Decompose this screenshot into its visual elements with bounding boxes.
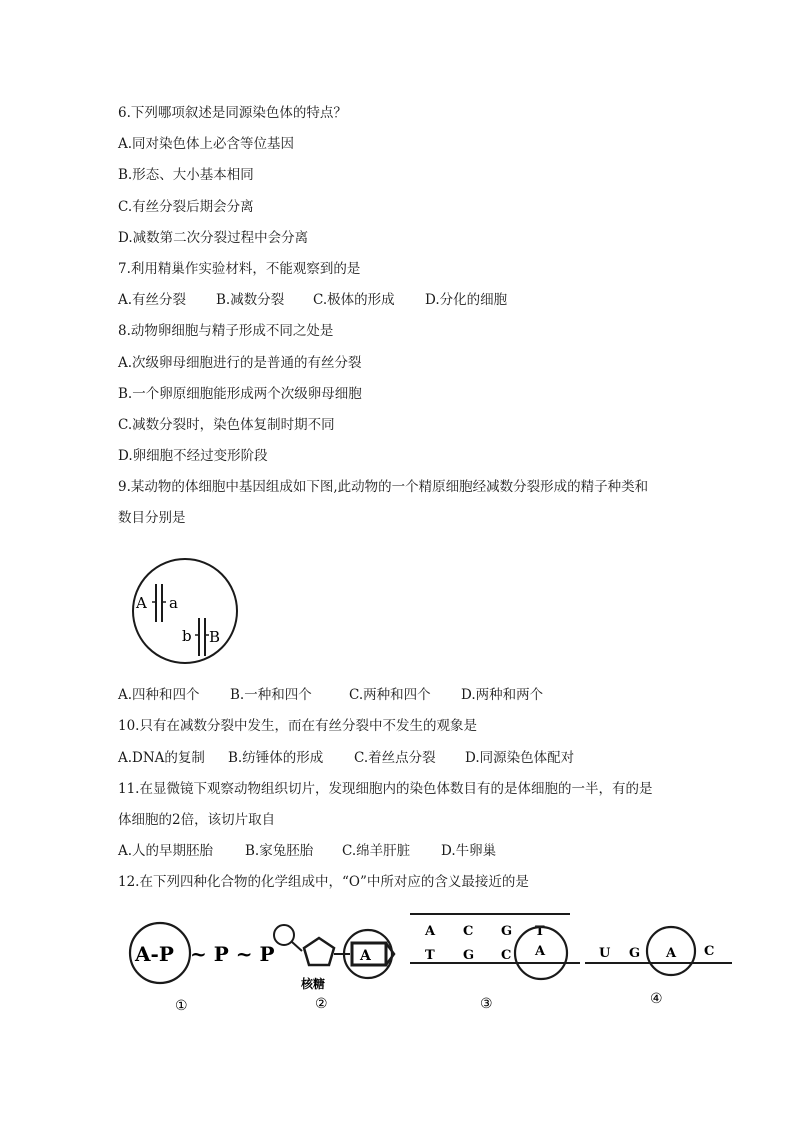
fig3-top-2: C: [463, 924, 474, 939]
fig2-ribose-label: 核糖: [301, 977, 326, 991]
q6-option-a: A.同对染色体上必含等位基因: [118, 136, 295, 152]
q11-option-c: C.绵羊肝脏: [342, 843, 411, 859]
q6-option-c: C.有丝分裂后期会分离: [118, 199, 254, 215]
q8-option-b: B.一个卵原细胞能形成两个次级卵母细胞: [118, 386, 362, 402]
fig3-top-4: T: [535, 924, 545, 939]
q9-stem-line2: 数目分别是: [118, 510, 186, 526]
fig4-letter-3: A: [666, 946, 677, 961]
fig3-bottom-2: G: [463, 948, 475, 963]
q10-option-d: D.同源染色体配对: [465, 750, 575, 766]
q9-option-a: A.四种和四个: [118, 687, 200, 703]
q11-stem-line2: 体细胞的2倍，该切片取自: [118, 812, 276, 828]
q7-options: [118, 291, 507, 309]
fig3-top-3: G: [501, 924, 513, 939]
q9-option-b: B.一种和四个: [230, 687, 312, 703]
q8-option-c: C.减数分裂时，染色体复制时期不同: [118, 417, 335, 433]
fig3-bottom-4: A: [535, 944, 546, 959]
q11-stem-line1: 11.在显微镜下观察动物组织切片，发现细胞内的染色体数目有的是体细胞的一半，有的是: [118, 781, 653, 797]
fig4-rna: [585, 927, 732, 1007]
fig3-bottom-1: T: [425, 948, 435, 963]
q9-options: [118, 686, 543, 704]
fig4-letter-2: G: [629, 946, 641, 961]
gene-label-B: B: [209, 628, 221, 646]
fig2-number: ②: [315, 996, 328, 1012]
q7-option-c: C.极体的形成: [313, 292, 395, 308]
fig2-nucleotide: [274, 925, 394, 1012]
q10-option-a: A.DNA的复制: [118, 750, 205, 766]
q8-option-a: A.次级卵母细胞进行的是普通的有丝分裂: [118, 355, 362, 371]
fig3-top-1: A: [425, 924, 436, 939]
q9-cell-diagram: [125, 552, 245, 672]
fig1-atp: [130, 923, 274, 1014]
fig4-number: ④: [650, 991, 663, 1007]
q8-option-d: D.卵细胞不经过变形阶段: [118, 448, 268, 464]
q11-option-b: B.家兔胚胎: [245, 843, 314, 859]
fig4-letter-4: C: [704, 944, 715, 959]
q12-stem: 12.在下列四种化合物的化学组成中，“O”中所对应的含义最接近的是: [118, 874, 529, 890]
fig3-number: ③: [480, 996, 493, 1012]
q6-stem: 6.下列哪项叙述是同源染色体的特点？: [118, 105, 347, 121]
fig4-letter-1: U: [599, 946, 611, 961]
fig3-dna: [410, 914, 580, 1012]
gene-label-a: a: [169, 594, 178, 612]
q12-figure: [120, 905, 740, 1020]
fig1-pp-text: ~ P ~ P: [190, 942, 275, 966]
q9-option-c: C.两种和四个: [349, 687, 431, 703]
q8-stem: 8.动物卵细胞与精子形成不同之处是: [118, 323, 334, 339]
q6-option-b: B.形态、大小基本相同: [118, 167, 254, 183]
cell-membrane: [133, 559, 237, 663]
q10-option-b: B.纺锤体的形成: [228, 750, 324, 766]
fig1-number: ①: [175, 998, 188, 1014]
q7-stem: 7.利用精巢作实验材料，不能观察到的是: [118, 261, 361, 277]
q7-option-d: D.分化的细胞: [425, 292, 508, 308]
q9-stem-line1: 9.某动物的体细胞中基因组成如下图,此动物的一个精原细胞经减数分裂形成的精子种类和: [118, 479, 649, 495]
q10-stem: 10.只有在减数分裂中发生，而在有丝分裂中不发生的观象是: [118, 718, 477, 734]
q7-option-a: A.有丝分裂: [118, 292, 187, 308]
fig1-ap-text: A-P: [135, 942, 174, 966]
q7-option-b: B.减数分裂: [216, 292, 285, 308]
q6-option-d: D.减数第二次分裂过程中会分离: [118, 230, 309, 246]
q10-option-c: C.着丝点分裂: [354, 750, 436, 766]
q11-options: [118, 842, 496, 860]
fig3-bottom-3: C: [501, 948, 512, 963]
fig2-base-a: A: [360, 948, 371, 964]
gene-label-b: b: [182, 627, 192, 645]
q10-options: [118, 749, 574, 767]
gene-label-A: A: [136, 594, 147, 612]
q11-option-a: A.人的早期胚胎: [118, 843, 214, 859]
q9-option-d: D.两种和两个: [461, 687, 544, 703]
q11-option-d: D.牛卵巢: [441, 843, 497, 859]
